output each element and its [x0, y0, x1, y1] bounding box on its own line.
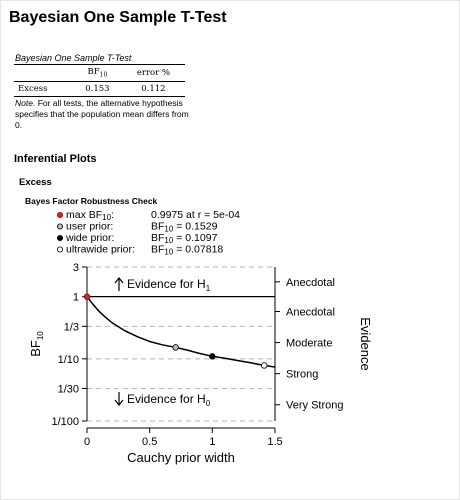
legend-marker-2 [57, 235, 62, 240]
note-text: For all tests, the alternative hypothesis specifies that the population mean differs from 0. [15, 98, 189, 130]
robustness-plot [0, 205, 400, 477]
x-axis-label: Cauchy prior width [127, 450, 235, 465]
right-tick-label-4: Very Strong [286, 399, 344, 412]
right-tick-label-2: Moderate [286, 337, 333, 350]
data-point-0 [84, 294, 90, 300]
cell-error: 0.112 [141, 83, 166, 94]
data-point-2 [210, 354, 216, 360]
bf-curve [87, 297, 275, 367]
x-tick-label-1: 0.5 [142, 436, 158, 448]
column-header-error: error % [136, 67, 170, 78]
bf-label: BF [87, 67, 100, 77]
table-row [14, 81, 185, 96]
column-header-variable [14, 65, 73, 82]
y-tick-label-0: 3 [72, 262, 79, 274]
table-caption: Bayesian One Sample T-Test [15, 53, 132, 63]
table-header-row [14, 65, 185, 82]
evidence-axis-label: Evidence [358, 317, 373, 371]
cell-bf: 0.153 [85, 83, 110, 94]
table-note [15, 98, 190, 131]
bf-subscript: 10 [99, 71, 108, 79]
variable-heading: Excess [19, 177, 52, 188]
y-tick-label-1: 1 [72, 291, 79, 304]
legend-marker-3 [57, 247, 62, 252]
y-tick-label-4: 1/30 [57, 383, 79, 396]
x-tick-label-3: 1.5 [267, 436, 283, 448]
column-header-bf [73, 65, 122, 82]
evidence-h1-label: Evidence for $H_1$ [127, 277, 211, 293]
legend-label-2: wide prior: [66, 232, 115, 244]
section-heading: Inferential Plots [14, 153, 97, 165]
legend-value-3: BF10 = 0.07818 [151, 243, 224, 257]
legend-marker-1 [57, 224, 62, 229]
legend-marker-0 [57, 212, 62, 217]
x-tick-label-2: 1 [209, 436, 216, 448]
y-tick-label-3: 1/10 [57, 353, 79, 366]
analysis-title: Bayesian One Sample T-Test [9, 9, 227, 26]
plot-heading: Bayes Factor Robustness Check [25, 196, 158, 206]
data-point-3 [261, 363, 267, 369]
legend-label-1: user prior: [66, 220, 114, 233]
legend-value-2: BF10 = 0.1097 [151, 232, 218, 245]
results-table [14, 64, 185, 97]
y-tick-label-5: 1/100 [51, 416, 79, 428]
legend-value-0: 0.9975 at r = 5e-04 [151, 209, 241, 221]
legend-label-3: ultrawide prior: [66, 243, 135, 256]
y-tick-label-2: 1/3 [63, 321, 79, 334]
right-tick-label-3: Strong [286, 368, 319, 381]
note-label: Note. [15, 98, 36, 108]
evidence-h0-label: Evidence for $H_0$ [127, 392, 211, 408]
right-tick-label-1: Anecdotal [286, 306, 335, 319]
cell-variable: Excess [18, 83, 48, 94]
data-point-1 [173, 345, 179, 351]
y-axis-label: $BF_{10}$ [28, 331, 45, 357]
legend-label-0: max BF10: [66, 209, 114, 222]
x-tick-label-0: 0 [83, 436, 91, 448]
legend-value-1: BF10 = 0.1529 [151, 220, 218, 234]
right-tick-label-0: Anecdotal [286, 276, 335, 289]
